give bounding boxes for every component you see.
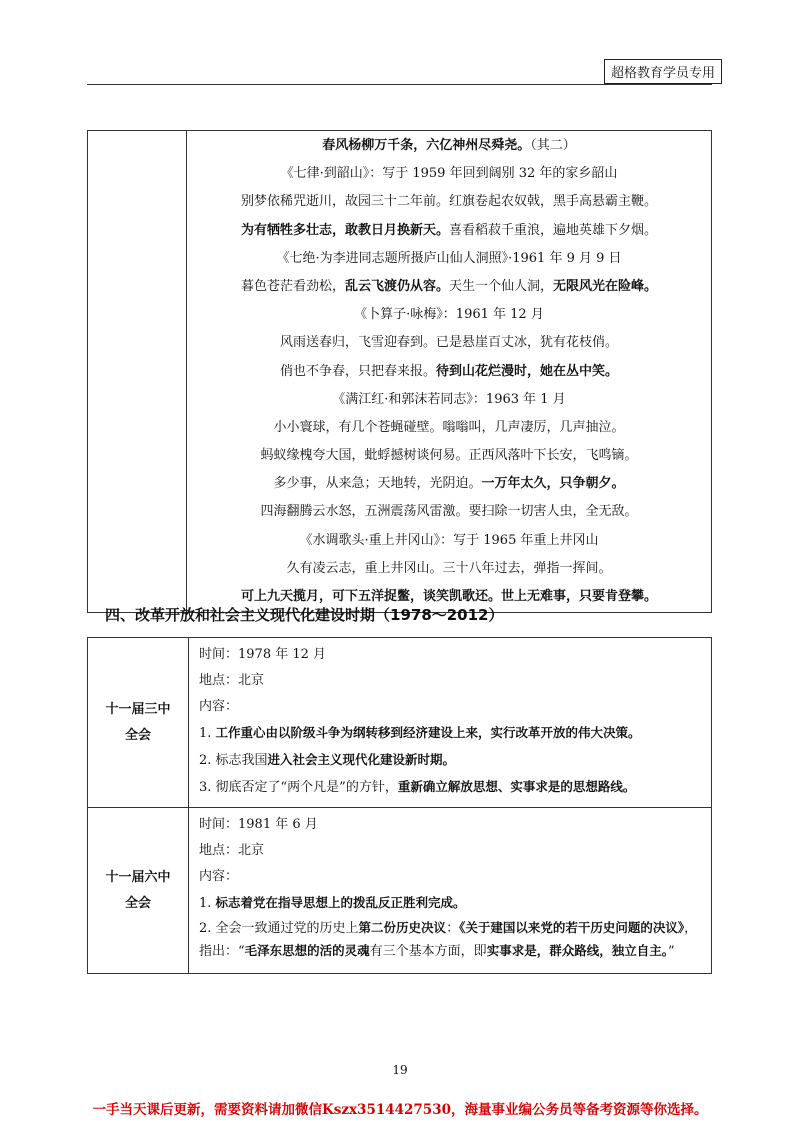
bold-text: 可上九天揽月，可下五洋捉鳖，谈笑凯歌还。世上无难事，只要肯登攀。: [240, 589, 657, 604]
poem-line: [188, 217, 710, 245]
bold-text: 实事求是，群众路线，独立自主。: [486, 943, 668, 958]
text: 《七律·到韶山》：写于 1959 年回到阔别 32 年的家乡韶山: [280, 166, 618, 182]
bold-text: 为有牺牲多壮志，敢教日月换新天。: [240, 222, 449, 238]
content-item: [199, 890, 699, 917]
poem-line: [188, 273, 710, 301]
poem-table: [87, 130, 712, 613]
text: 3. 彻底否定了“两个凡是”的方针，: [199, 780, 398, 795]
text: 2. 全会一致通过党的历史上: [199, 921, 359, 936]
bold-text: 毛泽东思想的活的灵魂: [244, 943, 370, 958]
text: 蚂蚁缘槐夸大国，蚍蜉撼树谈何易。正西风落叶下长安，飞鸣镝。: [260, 448, 638, 464]
content-item: [199, 747, 699, 774]
text: 《卜算子·咏梅》：1961 年 12 月: [354, 307, 544, 323]
poem-line: [188, 414, 710, 442]
bold-text: 《关于建国以来党的若干历史问题的决议》: [459, 920, 685, 935]
text: 《满江红·和郭沫若同志》：1963 年 1 月: [332, 391, 566, 407]
poem-lines: [188, 132, 710, 611]
poem-line: [188, 188, 710, 216]
meeting-time: 时间：1981 年 6 月: [199, 817, 318, 832]
bold-text: 工作重心由以阶级斗争为纲转移到经济建设上来，实行改革开放的伟大决策。: [215, 725, 641, 740]
header-rule: [87, 84, 712, 85]
meeting-details: [189, 638, 712, 808]
poem-line: [188, 555, 710, 583]
poem-line: [188, 470, 710, 498]
text: 喜看稻菽千重浪，遍地英雄下夕烟。: [449, 222, 658, 238]
event-row: [88, 808, 712, 974]
text: 暮色苍茫看劲松，: [240, 278, 345, 294]
text: 小小寰球，有几个苍蝇碰壁。嗡嗡叫，几声凄厉，几声抽泣。: [273, 419, 625, 435]
text: 有三个基本方面，即: [369, 944, 487, 959]
footer-ad: 一手当天课后更新，需要资料请加微信Kszx3514427530，海量事业编公务员等备考资源等你选择。: [92, 1102, 708, 1118]
meeting-name-cell: [88, 808, 189, 974]
poem-line: [188, 245, 710, 273]
bold-text: 无限风光在险峰。: [553, 278, 658, 294]
meeting-content-label: 内容：: [199, 699, 239, 714]
text: ”: [667, 944, 675, 959]
text: ，指出：“: [199, 921, 698, 959]
meeting-place: 地点：北京: [199, 673, 265, 688]
poem-line: [188, 160, 710, 188]
meeting-name-line1: 十一届三中: [105, 701, 171, 717]
text: 1.: [199, 896, 216, 911]
content-item: [199, 720, 699, 747]
bold-text: 春风杨柳万千条，六亿神州尽舜尧。: [322, 138, 531, 153]
poem-line: [188, 329, 710, 357]
content-item: [199, 774, 699, 801]
poem-left-cell: [88, 131, 187, 613]
bold-text: 待到山花烂漫时，她在丛中笑。: [436, 363, 619, 379]
bold-text: 标志着党在指导思想上的拨乱反正胜利完成。: [215, 895, 466, 910]
text: 风雨送春归，飞雪迎春到。已是悬崖百丈冰，犹有花枝俏。: [279, 335, 618, 351]
poem-line: [188, 442, 710, 470]
poem-line: [188, 386, 710, 414]
text: 四海翻腾云水怒，五洲震荡风雷激。要扫除一切害人虫，全无敌。: [260, 504, 638, 520]
text: 天生一个仙人洞，: [449, 278, 554, 294]
text: 别梦依稀咒逝川，故园三十二年前。红旗卷起农奴戟，黑手高悬霸主鞭。: [240, 194, 657, 210]
poem-cell: [187, 131, 712, 613]
meeting-name-cell: [88, 638, 189, 808]
page-number: 19: [392, 1063, 408, 1077]
meeting-name-line1: 十一届六中: [105, 869, 171, 885]
poem-line: [188, 358, 710, 386]
poem-line: [188, 132, 710, 160]
content-item: [199, 917, 699, 963]
text: 《七绝·为李进同志题所摄庐山仙人洞照》·1961 年 9 月 9 日: [276, 250, 622, 266]
meeting-place: 地点：北京: [199, 843, 265, 858]
event-row: [88, 638, 712, 808]
section-heading: 四、改革开放和社会主义现代化建设时期（1978～2012）: [105, 606, 504, 624]
text: 多少事，从来急；天地转，光阴迫。: [273, 476, 482, 492]
meeting-name-line2: 全会: [124, 727, 151, 743]
meeting-time: 时间：1978 年 12 月: [199, 647, 327, 662]
bold-text: 乱云飞渡仍从容。: [344, 278, 449, 294]
text: （其二）: [530, 138, 576, 153]
text: 久有凌云志，重上井冈山。三十八年过去，弹指一挥间。: [286, 560, 612, 576]
poem-line: [188, 498, 710, 526]
text: 《水调歌头·重上井冈山》：写于 1965 年重上井冈山: [299, 532, 599, 548]
text: 俏也不争春，只把春来报。: [279, 363, 436, 379]
meeting-content-label: 内容：: [199, 869, 239, 884]
meeting-details: [189, 808, 712, 974]
text: 1.: [199, 726, 216, 741]
bold-text: 进入社会主义现代化建设新时期。: [267, 752, 456, 767]
bold-text: 重新确立解放思想、实事求是的思想路线。: [397, 779, 636, 794]
text: 2. 标志我国: [199, 753, 268, 768]
events-table: [87, 637, 712, 974]
bold-text: 第二份历史决议: [358, 920, 447, 935]
text: ：: [446, 921, 460, 936]
bold-text: 一万年太久，只争朝夕。: [481, 476, 625, 492]
meeting-name-line2: 全会: [124, 895, 151, 911]
header-label: 超格教育学员专用: [604, 59, 722, 84]
poem-line: [188, 301, 710, 329]
poem-line: [188, 527, 710, 555]
